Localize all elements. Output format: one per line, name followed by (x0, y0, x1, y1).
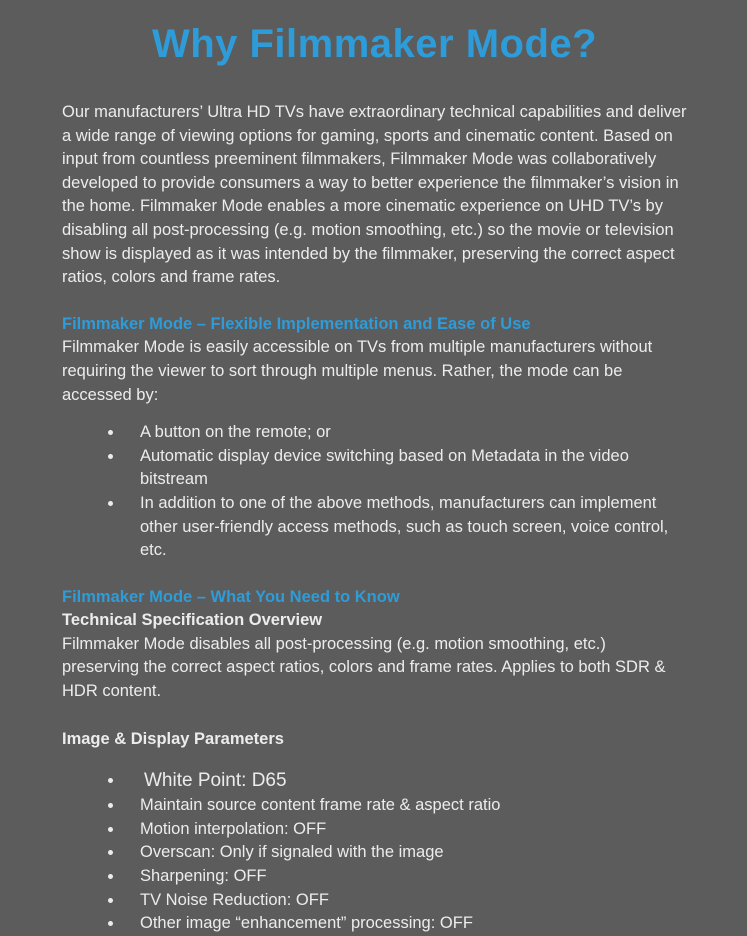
bullet-icon (108, 921, 113, 926)
bullet-icon (108, 430, 113, 435)
list-item-text: Sharpening: OFF (140, 867, 267, 886)
technical-specification-heading: Technical Specification Overview (62, 611, 323, 630)
list-item (108, 767, 687, 794)
bullet-icon (108, 778, 113, 783)
bullet-icon (108, 803, 113, 808)
list-item (108, 818, 687, 842)
list-item (108, 889, 687, 913)
bullet-icon (108, 827, 113, 832)
list-item-text: White Point: D65 (144, 770, 287, 792)
list-item-text: Automatic display device switching based on Metadata in the video bitstream (140, 446, 629, 489)
list-item-text: Motion interpolation: OFF (140, 819, 327, 838)
flexible-implementation-paragraph: Filmmaker Mode is easily accessible on TVs from multiple manufacturers without requiring the viewer to sort through multiple menus. Rather, the mode can be accessed by: (62, 338, 653, 404)
section-heading-flexible-implementation: Filmmaker Mode – Flexible Implementation and Ease of Use (62, 314, 531, 333)
bullet-icon (108, 850, 113, 855)
list-item-text: TV Noise Reduction: OFF (140, 890, 329, 909)
list-item (108, 492, 687, 563)
list-item (108, 912, 687, 936)
list-item-text: Overscan: Only if signaled with the image (140, 843, 444, 862)
what-you-need-to-know-section (62, 586, 687, 704)
bullet-icon (108, 501, 113, 506)
list-item (108, 445, 687, 492)
list-item-text: Other image “enhancement” processing: OFF (140, 914, 473, 933)
list-item-text: In addition to one of the above methods, manufacturers can implement other user-friendly access methods, such as touch screen, voice control, etc. (140, 493, 669, 560)
list-item (108, 841, 687, 865)
bullet-icon (108, 874, 113, 879)
list-item (108, 865, 687, 889)
list-item-text: Maintain source content frame rate & aspect ratio (140, 796, 501, 815)
image-display-parameters-list (62, 767, 687, 936)
image-display-parameters-heading: Image & Display Parameters (62, 729, 284, 748)
intro-paragraph: Our manufacturers’ Ultra HD TVs have extraordinary technical capabilities and deliver a wide range of viewing options for gaming, sports and cinematic content. Based on input from countless preeminent filmmakers, Filmmaker Mode was collaboratively developed to provide consumers a way to better experience the filmmaker’s vision in the home. Filmmaker Mode enables a more cinematic experience on UHD TV’s by disabling all post-processing (e.g. motion smoothing, etc.) so the movie or television show is displayed as it was intended by the filmmaker, preserving the correct aspect ratios, colors and frame rates. (62, 103, 687, 287)
bullet-icon (108, 898, 113, 903)
list-item (108, 794, 687, 818)
section-heading-what-you-need-to-know: Filmmaker Mode – What You Need to Know (62, 587, 400, 606)
list-item-text: A button on the remote; or (140, 423, 331, 442)
technical-specification-paragraph: Filmmaker Mode disables all post-processing (e.g. motion smoothing, etc.) preserving the correct aspect ratios, colors and frame rates. Applies to both SDR & HDR content. (62, 634, 666, 701)
page-title: Why Filmmaker Mode? (151, 22, 598, 66)
bullet-icon (108, 454, 113, 459)
access-methods-list (62, 421, 687, 563)
list-item (108, 421, 687, 445)
